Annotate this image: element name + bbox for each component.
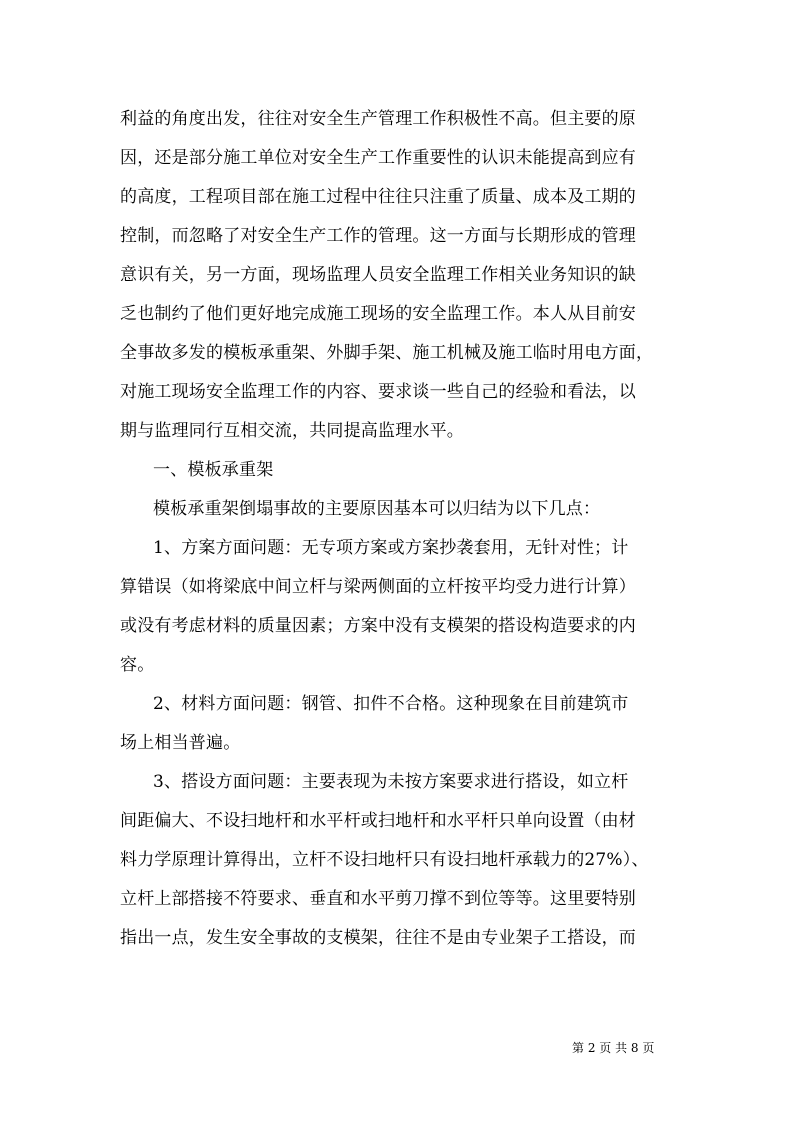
page-number: 第 2 页 共 8 页	[572, 1041, 655, 1055]
body-text-line: 的高度，工程项目部在施工过程中往往只注重了质量、成本及工期的	[120, 187, 636, 207]
body-text-line: 或没有考虑材料的质量因素；方案中没有支模架的搭设构造要求的内	[120, 616, 636, 636]
body-text-line: 对施工现场安全监理工作的内容、要求谈一些自己的经验和看法，以	[120, 382, 636, 402]
body-text-line: 料力学原理计算得出，立杆不设扫地杆只有设扫地杆承载力的27%）、	[120, 850, 649, 870]
section-heading: 一、模板承重架	[153, 460, 274, 480]
body-text-line: 容。	[120, 655, 155, 675]
body-text-line: 算错误（如将梁底中间立杆与梁两侧面的立杆按平均受力进行计算）	[120, 577, 636, 597]
body-text-line: 期与监理同行互相交流，共同提高监理水平。	[120, 421, 464, 441]
body-text-line: 指出一点，发生安全事故的支模架，往往不是由专业架子工搭设，而	[120, 928, 636, 948]
body-text-line: 模板承重架倒塌事故的主要原因基本可以归结为以下几点：	[153, 499, 601, 519]
body-text-line: 乏也制约了他们更好地完成施工现场的安全监理工作。本人从目前安	[120, 304, 636, 324]
body-text-line: 场上相当普遍。	[120, 733, 241, 753]
list-item-line: 3、搭设方面问题：主要表现为未按方案要求进行搭设，如立杆	[153, 772, 629, 792]
body-text-line: 利益的角度出发，往往对安全生产管理工作积极性不高。但主要的原	[120, 109, 636, 129]
list-item-line: 1、方案方面问题：无专项方案或方案抄袭套用，无针对性；计	[153, 538, 629, 558]
body-text-line: 立杆上部搭接不符要求、垂直和水平剪刀撑不到位等等。这里要特别	[120, 889, 636, 909]
body-text-line: 控制，而忽略了对安全生产工作的管理。这一方面与长期形成的管理	[120, 226, 636, 246]
list-item-line: 2、材料方面问题：钢管、扣件不合格。这种现象在目前建筑市	[153, 694, 629, 714]
body-text-line: 意识有关，另一方面，现场监理人员安全监理工作相关业务知识的缺	[120, 265, 636, 285]
body-text-line: 因，还是部分施工单位对安全生产工作重要性的认识未能提高到应有	[120, 148, 636, 168]
body-text-line: 全事故多发的模板承重架、外脚手架、施工机械及施工临时用电方面，	[120, 343, 654, 363]
body-text-line: 间距偏大、不设扫地杆和水平杆或扫地杆和水平杆只单向设置（由材	[120, 811, 636, 831]
